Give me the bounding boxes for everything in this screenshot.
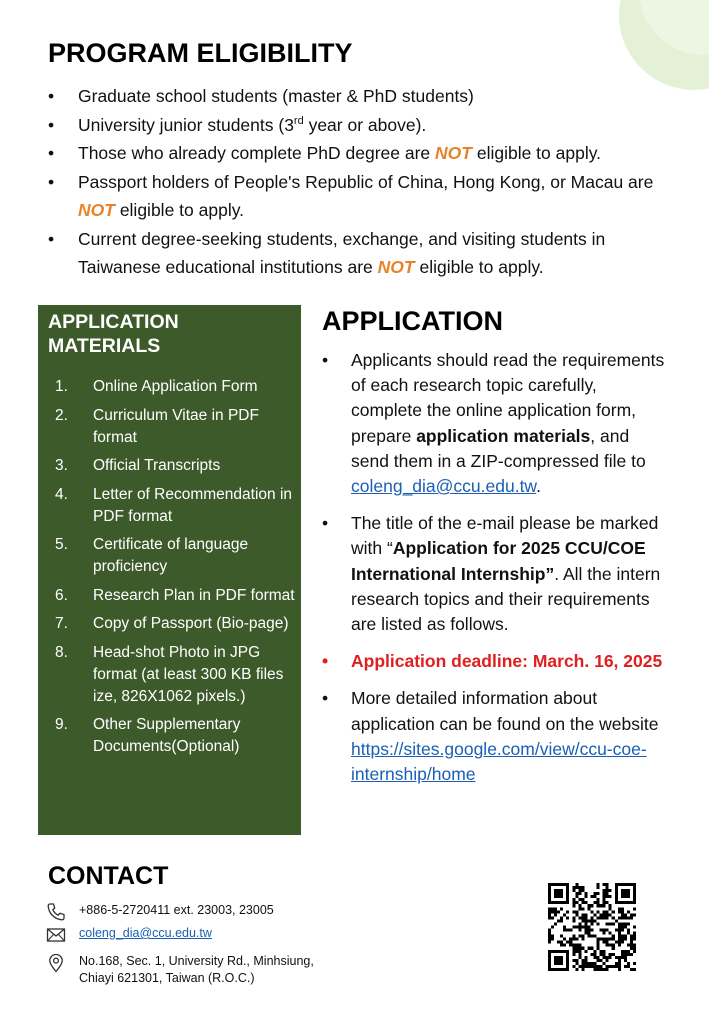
eligibility-text: Current degree-seeking students, exchange, and visiting students in Taiwanese educational institutions are xyxy=(78,228,606,277)
item-text: Head-shot Photo in JPG format (at least 300 KB files ize, 826X1062 pixels.) xyxy=(93,643,284,705)
application-deadline xyxy=(322,649,667,674)
eligibility-text: eligible to apply. xyxy=(414,257,544,277)
eligibility-text: year or above). xyxy=(303,114,427,135)
eligibility-item-passport xyxy=(48,168,678,225)
eligibility-text: Passport holders of People's Republic of China, Hong Kong, or Macau are xyxy=(78,171,654,192)
address-text xyxy=(79,953,314,987)
item-text: Letter of Recommendation in PDF format xyxy=(93,485,293,525)
item-text: Official Transcripts xyxy=(93,457,221,474)
not-emphasis: NOT xyxy=(377,257,415,277)
application-list xyxy=(322,348,667,799)
materials-item xyxy=(55,714,295,758)
item-text: Research Plan in PDF format xyxy=(93,586,295,604)
materials-item xyxy=(55,484,295,528)
application-text: More detailed information about application can be found on the website xyxy=(351,688,659,734)
eligibility-text: University junior students (3 xyxy=(78,114,294,135)
phone-icon xyxy=(46,902,66,922)
eligibility-item-graduate xyxy=(48,82,678,111)
contact-email-link[interactable]: coleng_dia@ccu.edu.tw xyxy=(79,926,212,940)
item-number: 7. xyxy=(55,615,68,632)
eligibility-item-phd xyxy=(48,139,678,168)
materials-item xyxy=(55,405,295,449)
address-line-2: Chiayi 621301, Taiwan (R.O.C.) xyxy=(79,971,255,985)
item-number: 8. xyxy=(55,643,68,661)
item-text: Copy of Passport (Bio-page) xyxy=(93,615,289,632)
deadline-text: Application deadline: March. 16, 2025 xyxy=(351,651,663,672)
address-line-1: No.168, Sec. 1, University Rd., Minhsiung, xyxy=(79,954,314,968)
application-text: , and send them in a ZIP-compressed file to xyxy=(351,425,646,471)
item-number: 4. xyxy=(55,485,68,503)
contact-title: CONTACT xyxy=(48,862,169,890)
application-item-website xyxy=(322,686,667,787)
application-item-email-title xyxy=(322,511,667,637)
application-email-link[interactable]: coleng_dia@ccu.edu.tw xyxy=(351,476,537,497)
not-emphasis: NOT xyxy=(78,200,115,220)
item-text: Certificate of language proficiency xyxy=(93,536,249,575)
item-number: 9. xyxy=(55,716,68,733)
materials-item xyxy=(55,585,295,607)
materials-list xyxy=(55,376,295,765)
application-text: Applicants should read the requirements of each research topic carefully, complete the online application form, prepare xyxy=(351,350,665,446)
application-text: The title of the e-mail please be marked with “ xyxy=(351,513,659,559)
item-number: 5. xyxy=(55,536,68,553)
superscript: rd xyxy=(293,114,304,127)
materials-item xyxy=(55,613,295,635)
eligibility-title: PROGRAM ELIGIBILITY xyxy=(48,38,353,68)
materials-item xyxy=(55,642,295,708)
phone-text: +886-5-2720411 ext. 23003, 23005 xyxy=(79,903,274,917)
eligibility-item-current xyxy=(48,225,678,282)
materials-title: APPLICATION MATERIALS xyxy=(48,311,179,357)
item-text: Online Application Form xyxy=(93,378,258,395)
eligibility-text: eligible to apply. xyxy=(471,143,602,163)
application-bold-text: Application for 2025 CCU/COE International Internship” xyxy=(351,538,646,584)
eligibility-text: Those who already complete PhD degree are xyxy=(78,143,436,163)
eligibility-item-junior xyxy=(48,111,678,140)
application-title: APPLICATION xyxy=(322,306,503,336)
not-emphasis: NOT xyxy=(435,143,472,163)
item-number: 6. xyxy=(55,586,68,604)
location-pin-icon xyxy=(46,953,66,973)
eligibility-list xyxy=(48,82,678,282)
eligibility-text: Graduate school students (master & PhD students) xyxy=(78,86,474,106)
application-item-instructions xyxy=(322,348,667,499)
item-text: Curriculum Vitae in PDF format xyxy=(93,406,259,446)
eligibility-text: eligible to apply. xyxy=(114,200,245,220)
mail-icon xyxy=(46,925,66,945)
website-link[interactable]: https://sites.google.com/view/ccu-coe-internship/home xyxy=(351,738,647,785)
application-text: . All the intern research topics and their requirements are listed as follows. xyxy=(351,563,661,635)
application-materials-panel xyxy=(38,305,301,835)
application-bold-text: application materials xyxy=(416,425,591,446)
materials-item xyxy=(55,534,295,578)
materials-item xyxy=(55,376,295,398)
application-text: . xyxy=(536,476,541,497)
materials-item xyxy=(55,455,295,477)
item-number: 2. xyxy=(55,406,68,424)
item-number: 1. xyxy=(55,378,68,395)
item-number: 3. xyxy=(55,457,68,474)
item-text: Other Supplementary Documents(Optional) xyxy=(93,716,241,755)
qr-code[interactable] xyxy=(548,883,636,971)
